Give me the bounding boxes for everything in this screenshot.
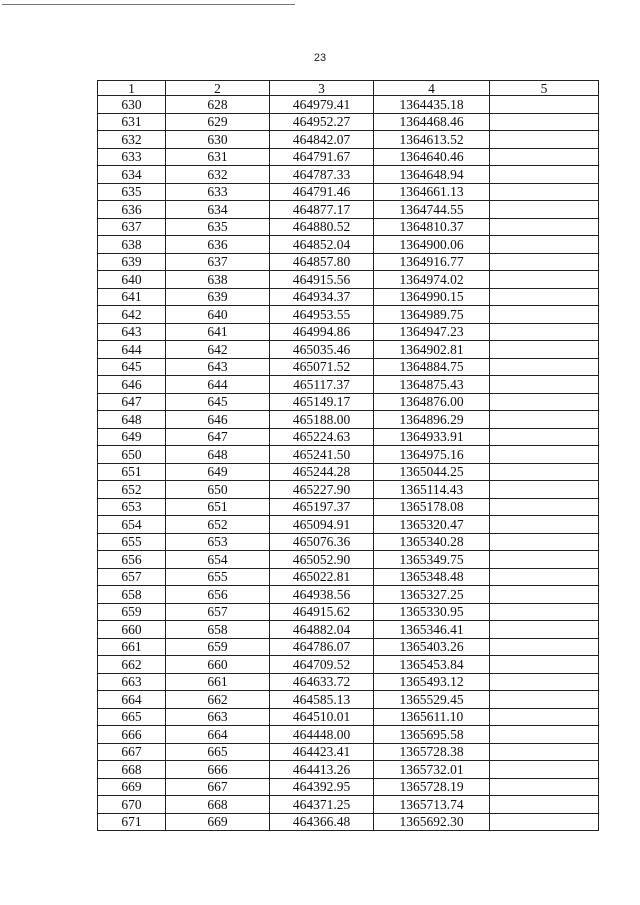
table-cell: 659	[98, 603, 166, 621]
table-cell: 464915.56	[270, 271, 374, 289]
table-cell: 1364468.46	[374, 113, 490, 131]
table-cell: 465052.90	[270, 551, 374, 569]
table-cell: 667	[98, 743, 166, 761]
table-cell: 651	[98, 463, 166, 481]
table-row	[98, 813, 599, 831]
table-cell: 1364661.13	[374, 183, 490, 201]
table-cell: 465149.17	[270, 393, 374, 411]
top-rule	[2, 4, 295, 5]
table-cell: 1365453.84	[374, 656, 490, 674]
table-cell	[490, 341, 599, 359]
table-cell	[490, 96, 599, 114]
table-cell: 1365728.19	[374, 778, 490, 796]
table-cell: 645	[166, 393, 270, 411]
table-cell: 644	[98, 341, 166, 359]
table-cell	[490, 288, 599, 306]
table-row	[98, 201, 599, 219]
table-cell: 630	[98, 96, 166, 114]
table-cell: 671	[98, 813, 166, 831]
table-cell: 643	[166, 358, 270, 376]
table-cell: 464709.52	[270, 656, 374, 674]
table-cell: 464633.72	[270, 673, 374, 691]
table-cell: 1364875.43	[374, 376, 490, 394]
table-cell: 464423.41	[270, 743, 374, 761]
table-cell	[490, 131, 599, 149]
table-cell: 665	[98, 708, 166, 726]
table-cell: 1364902.81	[374, 341, 490, 359]
table-cell: 464392.95	[270, 778, 374, 796]
table-cell: 664	[166, 726, 270, 744]
table-cell: 639	[98, 253, 166, 271]
table-cell	[490, 411, 599, 429]
table-cell	[490, 621, 599, 639]
table-row	[98, 358, 599, 376]
table-cell: 1365346.41	[374, 621, 490, 639]
table-cell: 634	[166, 201, 270, 219]
table-cell: 464882.04	[270, 621, 374, 639]
table-cell: 464880.52	[270, 218, 374, 236]
table-cell: 656	[166, 586, 270, 604]
table-cell: 658	[166, 621, 270, 639]
table-cell: 637	[166, 253, 270, 271]
table-cell: 660	[166, 656, 270, 674]
table-cell: 647	[166, 428, 270, 446]
table-row	[98, 463, 599, 481]
table-cell	[490, 166, 599, 184]
table-row	[98, 323, 599, 341]
table-cell: 1365327.25	[374, 586, 490, 604]
table-cell: 1365728.38	[374, 743, 490, 761]
table-cell	[490, 306, 599, 324]
table-cell: 465076.36	[270, 533, 374, 551]
table-row	[98, 236, 599, 254]
column-header: 4	[374, 81, 490, 96]
table-cell: 464413.26	[270, 761, 374, 779]
table-cell: 1364933.91	[374, 428, 490, 446]
table-cell: 1364989.75	[374, 306, 490, 324]
table-row	[98, 498, 599, 516]
table-cell	[490, 691, 599, 709]
table-cell	[490, 638, 599, 656]
table-cell: 635	[166, 218, 270, 236]
table-cell	[490, 743, 599, 761]
column-header: 5	[490, 81, 599, 96]
table-cell: 639	[166, 288, 270, 306]
table-cell: 655	[166, 568, 270, 586]
table-cell: 1365692.30	[374, 813, 490, 831]
table-cell	[490, 586, 599, 604]
table-cell: 646	[166, 411, 270, 429]
table-row	[98, 603, 599, 621]
table-cell: 640	[166, 306, 270, 324]
table-cell: 464371.25	[270, 796, 374, 814]
table-cell	[490, 253, 599, 271]
table-cell: 1364744.55	[374, 201, 490, 219]
table-cell: 667	[166, 778, 270, 796]
table-cell: 1365349.75	[374, 551, 490, 569]
table-cell: 1364435.18	[374, 96, 490, 114]
table-cell	[490, 761, 599, 779]
table-cell: 1365340.28	[374, 533, 490, 551]
table-cell	[490, 183, 599, 201]
table-row	[98, 743, 599, 761]
table-cell: 464915.62	[270, 603, 374, 621]
table-cell: 1365611.10	[374, 708, 490, 726]
table-cell	[490, 551, 599, 569]
table-cell: 465094.91	[270, 516, 374, 534]
table-cell: 634	[98, 166, 166, 184]
table-cell: 663	[166, 708, 270, 726]
table-cell: 659	[166, 638, 270, 656]
table-cell: 654	[98, 516, 166, 534]
table-cell: 652	[98, 481, 166, 499]
table-cell	[490, 323, 599, 341]
column-header: 2	[166, 81, 270, 96]
table-cell	[490, 603, 599, 621]
table-cell: 653	[166, 533, 270, 551]
table-cell: 1364974.02	[374, 271, 490, 289]
table-cell: 636	[98, 201, 166, 219]
table-cell	[490, 393, 599, 411]
table-cell: 464952.27	[270, 113, 374, 131]
table-cell: 629	[166, 113, 270, 131]
table-row	[98, 218, 599, 236]
table-cell: 1364947.23	[374, 323, 490, 341]
table-row	[98, 253, 599, 271]
table-cell: 465224.63	[270, 428, 374, 446]
table-cell: 1364975.16	[374, 446, 490, 464]
table-cell: 464857.80	[270, 253, 374, 271]
table-cell: 464877.17	[270, 201, 374, 219]
table-cell: 666	[98, 726, 166, 744]
table-cell: 1365348.48	[374, 568, 490, 586]
table-cell: 660	[98, 621, 166, 639]
table-cell: 631	[98, 113, 166, 131]
table-cell: 464979.41	[270, 96, 374, 114]
table-cell: 643	[98, 323, 166, 341]
table-cell: 632	[166, 166, 270, 184]
table-row	[98, 148, 599, 166]
table-cell	[490, 376, 599, 394]
table-row	[98, 726, 599, 744]
table-row	[98, 393, 599, 411]
table-row	[98, 183, 599, 201]
table-cell: 665	[166, 743, 270, 761]
table-cell: 464786.07	[270, 638, 374, 656]
table-cell: 638	[166, 271, 270, 289]
table-cell: 465244.28	[270, 463, 374, 481]
table-cell	[490, 358, 599, 376]
table-cell: 635	[98, 183, 166, 201]
table-cell: 1365732.01	[374, 761, 490, 779]
table-cell: 465035.46	[270, 341, 374, 359]
table-cell	[490, 568, 599, 586]
table-cell: 641	[166, 323, 270, 341]
table-cell: 654	[166, 551, 270, 569]
table-cell: 661	[98, 638, 166, 656]
table-cell: 628	[166, 96, 270, 114]
table-row	[98, 656, 599, 674]
table-cell	[490, 428, 599, 446]
table-cell: 650	[166, 481, 270, 499]
table-cell: 1364916.77	[374, 253, 490, 271]
table-row	[98, 761, 599, 779]
table-cell: 464994.86	[270, 323, 374, 341]
table-cell: 641	[98, 288, 166, 306]
table-cell: 465188.00	[270, 411, 374, 429]
table-cell: 1364896.29	[374, 411, 490, 429]
table-cell	[490, 796, 599, 814]
table-cell	[490, 778, 599, 796]
table-cell: 464585.13	[270, 691, 374, 709]
table-cell: 668	[98, 761, 166, 779]
table-cell: 464852.04	[270, 236, 374, 254]
table-cell: 465241.50	[270, 446, 374, 464]
table-row	[98, 481, 599, 499]
table-cell: 465197.37	[270, 498, 374, 516]
table-cell: 662	[166, 691, 270, 709]
table-cell: 1365713.74	[374, 796, 490, 814]
table-cell: 662	[98, 656, 166, 674]
table-cell: 1364884.75	[374, 358, 490, 376]
table-row	[98, 341, 599, 359]
table-cell: 1364640.46	[374, 148, 490, 166]
table-cell: 648	[166, 446, 270, 464]
table-cell	[490, 271, 599, 289]
table-cell: 648	[98, 411, 166, 429]
table-cell: 651	[166, 498, 270, 516]
table-cell	[490, 201, 599, 219]
table-cell: 464934.37	[270, 288, 374, 306]
table-cell: 631	[166, 148, 270, 166]
table-row	[98, 638, 599, 656]
table-row	[98, 586, 599, 604]
table-cell	[490, 533, 599, 551]
table-row	[98, 131, 599, 149]
table-row	[98, 166, 599, 184]
table-cell: 464510.01	[270, 708, 374, 726]
column-header: 1	[98, 81, 166, 96]
table-cell: 669	[98, 778, 166, 796]
table-row	[98, 113, 599, 131]
table-cell: 640	[98, 271, 166, 289]
table-cell: 633	[98, 148, 166, 166]
table-row	[98, 306, 599, 324]
header-row	[98, 81, 599, 96]
table-cell: 465022.81	[270, 568, 374, 586]
table-row	[98, 271, 599, 289]
table-cell: 1364613.52	[374, 131, 490, 149]
table-cell: 1365330.95	[374, 603, 490, 621]
table-cell	[490, 446, 599, 464]
table-cell: 1364876.00	[374, 393, 490, 411]
table-cell: 1365493.12	[374, 673, 490, 691]
table-cell	[490, 113, 599, 131]
column-header: 3	[270, 81, 374, 96]
table-row	[98, 446, 599, 464]
table-cell: 1364900.06	[374, 236, 490, 254]
table-cell: 655	[98, 533, 166, 551]
table-cell: 1365114.43	[374, 481, 490, 499]
table-cell: 464366.48	[270, 813, 374, 831]
table-cell	[490, 148, 599, 166]
table-row	[98, 621, 599, 639]
table-cell: 1365320.47	[374, 516, 490, 534]
table-cell	[490, 236, 599, 254]
table-cell: 1365403.26	[374, 638, 490, 656]
table-row	[98, 691, 599, 709]
table-row	[98, 533, 599, 551]
table-cell: 630	[166, 131, 270, 149]
table-cell: 464842.07	[270, 131, 374, 149]
table-cell	[490, 516, 599, 534]
table-cell: 632	[98, 131, 166, 149]
table-cell	[490, 498, 599, 516]
table-cell	[490, 218, 599, 236]
table-cell	[490, 481, 599, 499]
table-cell: 649	[98, 428, 166, 446]
table-cell: 652	[166, 516, 270, 534]
table-cell: 644	[166, 376, 270, 394]
table-cell: 633	[166, 183, 270, 201]
table-cell: 464791.67	[270, 148, 374, 166]
table-cell: 656	[98, 551, 166, 569]
table-row	[98, 778, 599, 796]
table-cell: 653	[98, 498, 166, 516]
table-cell: 638	[98, 236, 166, 254]
table-cell: 1364810.37	[374, 218, 490, 236]
table-row	[98, 411, 599, 429]
table-cell: 1364648.94	[374, 166, 490, 184]
page-number: 23	[313, 52, 327, 64]
table-row	[98, 568, 599, 586]
table-cell: 669	[166, 813, 270, 831]
table-cell: 658	[98, 586, 166, 604]
table-cell: 645	[98, 358, 166, 376]
table-cell	[490, 726, 599, 744]
table-body	[98, 96, 599, 831]
table-cell: 464791.46	[270, 183, 374, 201]
table-cell: 464938.56	[270, 586, 374, 604]
table-row	[98, 708, 599, 726]
table-cell: 666	[166, 761, 270, 779]
table-cell	[490, 463, 599, 481]
table-cell: 670	[98, 796, 166, 814]
table-cell: 661	[166, 673, 270, 691]
table-cell: 668	[166, 796, 270, 814]
table-cell: 657	[166, 603, 270, 621]
table-row	[98, 376, 599, 394]
table-cell: 636	[166, 236, 270, 254]
table-cell	[490, 673, 599, 691]
table-cell: 464448.00	[270, 726, 374, 744]
table-cell: 657	[98, 568, 166, 586]
table-cell	[490, 656, 599, 674]
table-cell: 642	[166, 341, 270, 359]
table-row	[98, 288, 599, 306]
table-cell: 464787.33	[270, 166, 374, 184]
coordinates-table	[97, 80, 599, 831]
table-cell	[490, 813, 599, 831]
table-row	[98, 96, 599, 114]
table-cell: 642	[98, 306, 166, 324]
table-cell: 664	[98, 691, 166, 709]
table-cell: 1365178.08	[374, 498, 490, 516]
table-row	[98, 516, 599, 534]
table-row	[98, 428, 599, 446]
table-row	[98, 551, 599, 569]
table-cell: 647	[98, 393, 166, 411]
table-cell: 465071.52	[270, 358, 374, 376]
table-cell: 1365529.45	[374, 691, 490, 709]
table-cell: 465227.90	[270, 481, 374, 499]
table-cell: 649	[166, 463, 270, 481]
table-cell: 464953.55	[270, 306, 374, 324]
table-cell: 1365044.25	[374, 463, 490, 481]
table-cell: 650	[98, 446, 166, 464]
table-cell	[490, 708, 599, 726]
table-cell: 465117.37	[270, 376, 374, 394]
table-cell: 663	[98, 673, 166, 691]
table-row	[98, 796, 599, 814]
table-cell: 1364990.15	[374, 288, 490, 306]
table-cell: 646	[98, 376, 166, 394]
table-cell: 637	[98, 218, 166, 236]
table-row	[98, 673, 599, 691]
table-cell: 1365695.58	[374, 726, 490, 744]
